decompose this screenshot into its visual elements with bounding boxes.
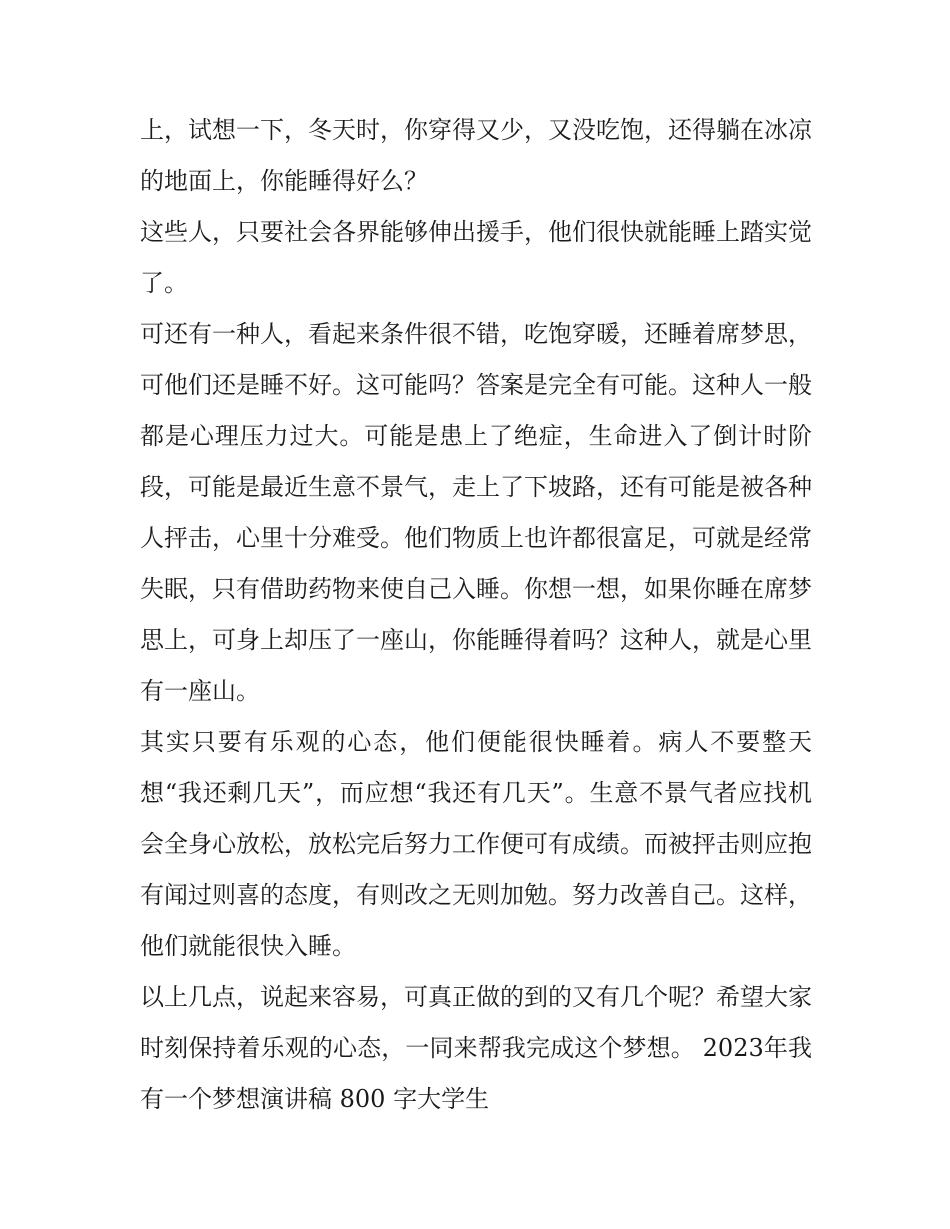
paragraph-2: 这些人，只要社会各界能够伸出援手，他们很快就能睡上踏实觉了。 [140, 218, 812, 297]
paragraph-3: 可还有一种人，看起来条件很不错，吃饱穿暖，还睡着席梦思，可他们还是睡不好。这可能吗？答案是完全有可能。这种人一般都是心理压力过大。可能是患上了绝症，生命进入了倒计时阶段，可能是最近生意不景气，走上了下坡路，还有可能是被各种人抨击，心里十分难受。他们物质上也许都很富足，可就是经常失眠，只有借助药物来使自己入睡。你想一想，如果你睡在席梦思上，可身上却压了一座山，你能睡得着吗？这种人，就是心里有一座山。 [140, 320, 812, 705]
document-body [140, 105, 812, 1125]
paragraph-5: 以上几点，说起来容易，可真正做的到的又有几个呢？希望大家时刻保持着乐观的心态，一同来帮我完成这个梦想。 2023年我有一个梦想演讲稿 800 字大学生 [140, 983, 812, 1113]
paragraph-1: 上，试想一下，冬天时，你穿得又少，又没吃饱，还得躺在冰凉的地面上，你能睡得好么？ [140, 116, 812, 195]
paragraph-4: 其实只要有乐观的心态，他们便能很快睡着。病人不要整天想“我还剩几天”，而应想“我还有几天”。生意不景气者应找机会全身心放松，放松完后努力工作便可有成绩。而被抨击则应抱有闻过则喜的态度，有则改之无则加勉。努力改善自己。这样，他们就能很快入睡。 [140, 728, 812, 960]
